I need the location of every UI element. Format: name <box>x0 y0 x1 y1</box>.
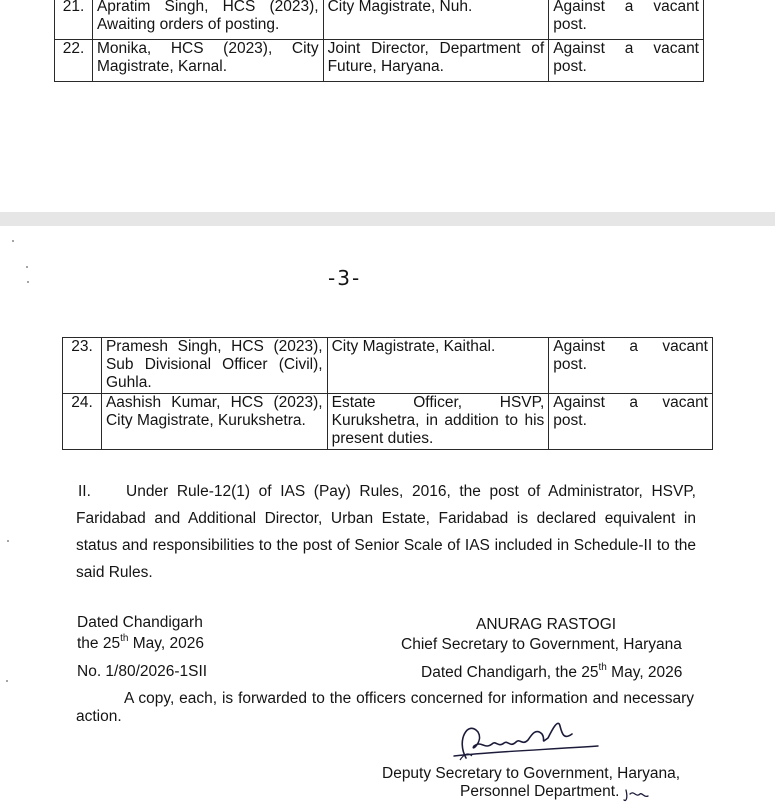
paragraph-ii <box>76 478 696 586</box>
posting-table <box>62 337 713 450</box>
serial-number: 23. <box>63 338 102 394</box>
signatory-name: ANURAG RASTOGI <box>476 616 617 633</box>
table-row <box>55 0 704 40</box>
remarks-line: post. <box>553 412 587 429</box>
endorsement-date: Dated Chandigarh, the 25th May, 2026 <box>421 662 683 681</box>
serial-number: 21. <box>55 0 93 40</box>
paragraph-ii-label: II. <box>78 483 91 500</box>
signatory-title: Chief Secretary to Government, Haryana <box>401 636 682 653</box>
scan-speck <box>6 680 8 682</box>
remarks-line: post. <box>553 356 587 373</box>
page-separator <box>0 212 775 226</box>
table-row <box>55 40 704 82</box>
officer-cell: Monika, HCS (2023), City Magistrate, Karnal. <box>92 40 323 82</box>
order-number: No. 1/80/2026-1SII <box>77 663 208 680</box>
page-number: -3- <box>328 266 362 290</box>
deputy-secretary-title: Deputy Secretary to Government, Haryana, <box>382 765 681 782</box>
scan-speck <box>27 281 29 283</box>
officer-cell: Aashish Kumar, HCS (2023), City Magistrate, Kurukshetra. <box>101 394 327 450</box>
officer-cell: Pramesh Singh, HCS (2023), Sub Divisional Officer (Civil), Guhla. <box>101 338 327 394</box>
scan-speck <box>12 240 14 242</box>
copy-forwarded-text: A copy, each, is forwarded to the officers concerned for information and necessary action. <box>76 690 694 725</box>
remarks-cell <box>549 338 713 394</box>
officer-cell: Apratim Singh, HCS (2023), Awaiting orders of posting. <box>92 0 323 40</box>
remarks-cell <box>549 394 713 450</box>
posted-as-cell: City Magistrate, Nuh. <box>323 0 549 40</box>
scan-speck <box>26 266 28 268</box>
table-row <box>63 394 713 450</box>
dated-date: the 25th May, 2026 <box>77 633 204 652</box>
remarks-cell <box>549 0 704 40</box>
posting-table-continued <box>54 0 704 82</box>
serial-number: 22. <box>55 40 93 82</box>
remarks-cell <box>549 40 704 82</box>
remarks-line: post. <box>553 16 587 33</box>
dated-place: Dated Chandigarh <box>77 614 203 631</box>
scan-speck <box>7 540 9 542</box>
posted-as-cell: City Magistrate, Kaithal. <box>327 338 549 394</box>
posted-as-cell: Joint Director, Department of Future, Haryana. <box>323 40 549 82</box>
remarks-line: Against a vacant <box>553 40 699 57</box>
handwritten-initials <box>622 784 650 804</box>
remarks-line: Against a vacant <box>553 394 708 411</box>
department-name: Personnel Department. <box>460 783 620 800</box>
table-row <box>63 338 713 394</box>
remarks-line: post. <box>553 58 587 75</box>
posted-as-cell: Estate Officer, HSVP, Kurukshetra, in addition to his present duties. <box>327 394 549 450</box>
handwritten-signature <box>448 710 608 770</box>
paragraph-ii-text: Under Rule-12(1) of IAS (Pay) Rules, 2016, the post of Administrator, HSVP, Faridabad and Additional Director, Urban Estate, Faridabad is declared equivalent in status and responsibilities to the post of Senior Scale of IAS included in Schedule-II to the said Rules. <box>76 483 696 581</box>
serial-number: 24. <box>63 394 102 450</box>
remarks-line: Against a vacant <box>553 0 699 15</box>
remarks-line: Against a vacant <box>553 338 708 355</box>
